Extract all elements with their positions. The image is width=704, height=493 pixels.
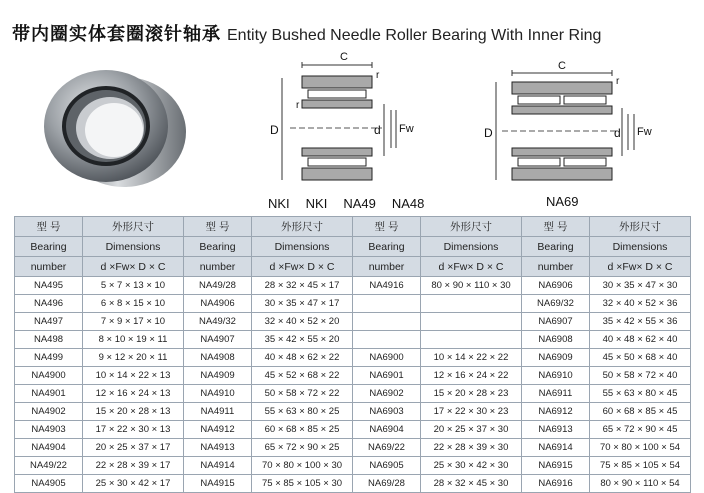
bearing-number-cell: NA6900 — [353, 349, 421, 367]
dimensions-cell: 50 × 58 × 72 × 40 — [590, 367, 691, 385]
dimensions-cell: 70 × 80 × 100 × 30 — [252, 457, 353, 475]
bearing-number-cell: NA4916 — [353, 277, 421, 295]
dimensions-cell: 30 × 35 × 47 × 30 — [590, 277, 691, 295]
dimensions-cell: 6 × 8 × 15 × 10 — [83, 295, 184, 313]
diag1-d-inner: d — [374, 123, 381, 137]
bearing-number-cell: NA4910 — [184, 385, 252, 403]
bearing-number-cell: NA6916 — [522, 475, 590, 493]
bearing-number-cell: NA4904 — [15, 439, 83, 457]
title-en: Entity Bushed Needle Roller Bearing With Inner Ring — [227, 27, 602, 44]
header-dim-fmt: d ×Fw× D × C — [590, 257, 691, 277]
bearing-number-cell: NA499 — [15, 349, 83, 367]
dimensions-cell: 75 × 85 × 105 × 54 — [590, 457, 691, 475]
dimensions-cell: 50 × 58 × 72 × 22 — [252, 385, 353, 403]
header-dim-en: Dimensions — [590, 237, 691, 257]
diag1-d-outer: D — [270, 123, 279, 137]
dimensions-cell: 17 × 22 × 30 × 13 — [83, 421, 184, 439]
dimensions-cell: 15 × 20 × 28 × 13 — [83, 403, 184, 421]
dimensions-cell: 5 × 7 × 13 × 10 — [83, 277, 184, 295]
bearing-number-cell: NA6904 — [353, 421, 421, 439]
dimensions-cell: 40 × 48 × 62 × 40 — [590, 331, 691, 349]
dimensions-cell: 60 × 68 × 85 × 25 — [252, 421, 353, 439]
dimensions-cell: 17 × 22 × 30 × 23 — [421, 403, 522, 421]
dimensions-cell: 20 × 25 × 37 × 17 — [83, 439, 184, 457]
bearing-photo — [34, 62, 194, 192]
dimensions-cell: 60 × 68 × 85 × 45 — [590, 403, 691, 421]
diag2-d-inner: d — [614, 126, 621, 140]
bearing-number-cell: NA6911 — [522, 385, 590, 403]
dimensions-cell: 32 × 40 × 52 × 36 — [590, 295, 691, 313]
header-model-cn: 型 号 — [522, 217, 590, 237]
bearing-number-cell: NA497 — [15, 313, 83, 331]
diag1-r2-label: r — [296, 100, 300, 111]
bearing-number-cell — [353, 295, 421, 313]
dimensions-cell: 65 × 72 × 90 × 25 — [252, 439, 353, 457]
bearing-number-cell: NA4901 — [15, 385, 83, 403]
table-row — [15, 331, 691, 349]
bearing-number-cell: NA6906 — [522, 277, 590, 295]
bearing-number-cell: NA6915 — [522, 457, 590, 475]
diag2-d-outer: D — [484, 126, 493, 140]
dimensions-cell: 28 × 32 × 45 × 17 — [252, 277, 353, 295]
table-row — [15, 457, 691, 475]
header-dim-en: Dimensions — [252, 237, 353, 257]
header-dim-fmt: d ×Fw× D × C — [421, 257, 522, 277]
dimensions-cell — [421, 295, 522, 313]
bearing-number-cell: NA6914 — [522, 439, 590, 457]
dimensions-cell: 40 × 48 × 62 × 22 — [252, 349, 353, 367]
bearing-number-cell: NA4909 — [184, 367, 252, 385]
bearing-number-cell: NA4914 — [184, 457, 252, 475]
bearing-number-cell: NA498 — [15, 331, 83, 349]
table-row — [15, 313, 691, 331]
bearing-number-cell: NA69/32 — [522, 295, 590, 313]
dimensions-cell: 65 × 72 × 90 × 45 — [590, 421, 691, 439]
diag2-c-label: C — [558, 60, 566, 72]
header-model-en2: number — [353, 257, 421, 277]
header-row-2 — [15, 237, 691, 257]
dimensions-cell: 35 × 42 × 55 × 20 — [252, 331, 353, 349]
dimensions-cell: 12 × 16 × 24 × 13 — [83, 385, 184, 403]
header-model-en: Bearing — [184, 237, 252, 257]
bearing-number-cell: NA4905 — [15, 475, 83, 493]
dimensions-cell — [421, 313, 522, 331]
dimensions-cell: 30 × 35 × 47 × 17 — [252, 295, 353, 313]
table-row — [15, 367, 691, 385]
bearing-number-cell: NA49/28 — [184, 277, 252, 295]
table-row — [15, 421, 691, 439]
diag1-fw: Fw — [399, 123, 414, 135]
label-na49: NA49 — [343, 196, 376, 211]
header-model-cn: 型 号 — [184, 217, 252, 237]
label-na48: NA48 — [391, 196, 425, 211]
label-nki-2: NKI — [305, 196, 328, 211]
title-cn: 带内圈实体套圈滚针轴承 — [12, 24, 221, 45]
dimensions-cell: 28 × 32 × 45 × 30 — [421, 475, 522, 493]
diag2-r-label: r — [616, 76, 620, 87]
bearing-number-cell: NA4908 — [184, 349, 252, 367]
bearing-number-cell: NA6912 — [522, 403, 590, 421]
dimensions-cell: 9 × 12 × 20 × 11 — [83, 349, 184, 367]
dimensions-cell: 25 × 30 × 42 × 30 — [421, 457, 522, 475]
header-dim-fmt: d ×Fw× D × C — [83, 257, 184, 277]
bearing-number-cell: NA4903 — [15, 421, 83, 439]
label-nki-1: NKI — [268, 196, 290, 211]
diag2-fw: Fw — [637, 126, 652, 138]
diag1-r-label: r — [376, 70, 380, 81]
table-row — [15, 439, 691, 457]
dimensions-cell: 55 × 63 × 80 × 25 — [252, 403, 353, 421]
dimensions-cell: 75 × 85 × 105 × 30 — [252, 475, 353, 493]
bearing-number-cell: NA4906 — [184, 295, 252, 313]
bearing-number-cell: NA496 — [15, 295, 83, 313]
bearing-number-cell: NA6902 — [353, 385, 421, 403]
dimensions-cell: 10 × 14 × 22 × 22 — [421, 349, 522, 367]
bearing-number-cell: NA6903 — [353, 403, 421, 421]
bearing-number-cell: NA4915 — [184, 475, 252, 493]
header-dim-fmt: d ×Fw× D × C — [252, 257, 353, 277]
table-row — [15, 349, 691, 367]
header-row-1 — [15, 217, 691, 237]
bearing-number-cell: NA495 — [15, 277, 83, 295]
bearing-number-cell: NA69/28 — [353, 475, 421, 493]
dimensions-cell — [421, 331, 522, 349]
bearing-number-cell: NA4902 — [15, 403, 83, 421]
bearing-number-cell: NA6905 — [353, 457, 421, 475]
bearing-number-cell: NA4911 — [184, 403, 252, 421]
dimensions-cell: 45 × 50 × 68 × 40 — [590, 349, 691, 367]
header-dim-cn: 外形尺寸 — [252, 217, 353, 237]
page-title — [12, 20, 601, 46]
bearing-number-cell — [353, 331, 421, 349]
diagram1-labels — [268, 196, 440, 211]
header-row-3 — [15, 257, 691, 277]
bearing-number-cell: NA4907 — [184, 331, 252, 349]
bearing-number-cell: NA4913 — [184, 439, 252, 457]
header-dim-en: Dimensions — [421, 237, 522, 257]
bearing-number-cell: NA49/22 — [15, 457, 83, 475]
table-row — [15, 277, 691, 295]
dimensions-cell: 80 × 90 × 110 × 54 — [590, 475, 691, 493]
dimensions-cell: 25 × 30 × 42 × 17 — [83, 475, 184, 493]
header-dim-cn: 外形尺寸 — [590, 217, 691, 237]
header-model-en: Bearing — [353, 237, 421, 257]
dimensions-cell: 12 × 16 × 24 × 22 — [421, 367, 522, 385]
dimensions-cell: 15 × 20 × 28 × 23 — [421, 385, 522, 403]
dimensions-cell: 70 × 80 × 100 × 54 — [590, 439, 691, 457]
diagram2-label: NA69 — [546, 194, 579, 209]
dimensions-cell: 35 × 42 × 55 × 36 — [590, 313, 691, 331]
bearing-number-cell: NA6901 — [353, 367, 421, 385]
dimensions-cell: 20 × 25 × 37 × 30 — [421, 421, 522, 439]
bearing-number-cell: NA69/22 — [353, 439, 421, 457]
bearing-number-cell: NA6913 — [522, 421, 590, 439]
table-row — [15, 385, 691, 403]
header-model-en: Bearing — [522, 237, 590, 257]
dimensions-cell: 45 × 52 × 68 × 22 — [252, 367, 353, 385]
header-dim-cn: 外形尺寸 — [421, 217, 522, 237]
bearing-number-cell: NA6910 — [522, 367, 590, 385]
header-dim-cn: 外形尺寸 — [83, 217, 184, 237]
dimensions-cell: 7 × 9 × 17 × 10 — [83, 313, 184, 331]
bearing-number-cell: NA6909 — [522, 349, 590, 367]
header-model-cn: 型 号 — [15, 217, 83, 237]
dimensions-cell: 55 × 63 × 80 × 45 — [590, 385, 691, 403]
dimensions-cell: 80 × 90 × 110 × 30 — [421, 277, 522, 295]
bearing-number-cell: NA4900 — [15, 367, 83, 385]
dimensions-cell: 22 × 28 × 39 × 17 — [83, 457, 184, 475]
header-model-en2: number — [184, 257, 252, 277]
header-dim-en: Dimensions — [83, 237, 184, 257]
diagram-na69 — [478, 60, 658, 190]
dimensions-cell: 32 × 40 × 52 × 20 — [252, 313, 353, 331]
bearing-number-cell: NA6907 — [522, 313, 590, 331]
spec-table — [14, 216, 691, 493]
diag1-c-label: C — [340, 51, 348, 63]
header-model-en: Bearing — [15, 237, 83, 257]
table-row — [15, 475, 691, 493]
table-row — [15, 295, 691, 313]
bearing-number-cell: NA4912 — [184, 421, 252, 439]
dimensions-cell: 8 × 10 × 19 × 11 — [83, 331, 184, 349]
header-model-en2: number — [15, 257, 83, 277]
bearing-number-cell: NA49/32 — [184, 313, 252, 331]
diagram-na49 — [260, 48, 430, 193]
header-model-en2: number — [522, 257, 590, 277]
dimensions-cell: 10 × 14 × 22 × 13 — [83, 367, 184, 385]
bearing-number-cell: NA6908 — [522, 331, 590, 349]
header-model-cn: 型 号 — [353, 217, 421, 237]
dimensions-cell: 22 × 28 × 39 × 30 — [421, 439, 522, 457]
table-row — [15, 403, 691, 421]
bearing-number-cell — [353, 313, 421, 331]
